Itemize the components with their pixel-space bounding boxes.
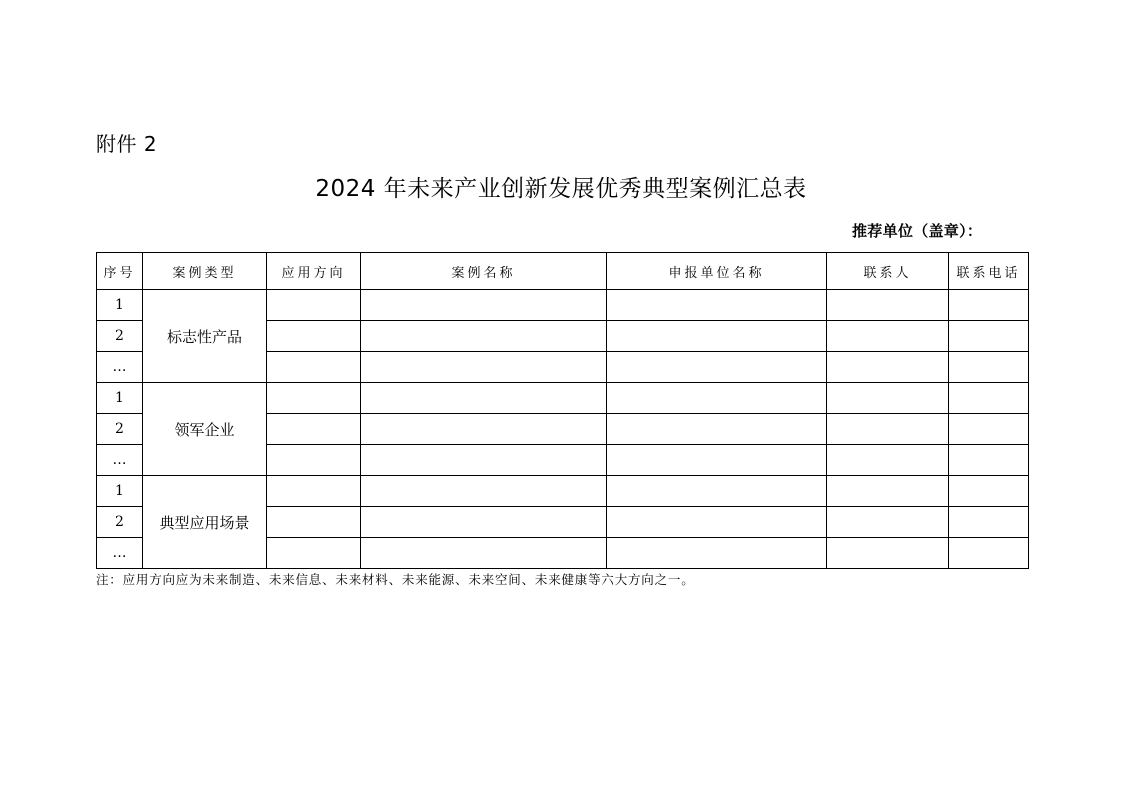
document-title: 2024 年未来产业创新发展优秀典型案例汇总表 [315,176,807,202]
seq-cell: 2 [97,507,143,538]
category-cell: 典型应用场景 [143,476,267,569]
empty-cell[interactable] [949,321,1029,352]
empty-cell[interactable] [949,476,1029,507]
empty-cell[interactable] [361,538,607,569]
seq-cell: 2 [97,414,143,445]
case-summary-table [96,252,1029,569]
empty-cell[interactable] [827,321,949,352]
empty-cell[interactable] [267,445,361,476]
empty-cell[interactable] [267,507,361,538]
seq-cell: 2 [97,321,143,352]
empty-cell[interactable] [267,538,361,569]
empty-cell[interactable] [361,507,607,538]
header-contact-phone: 联系电话 [949,253,1029,290]
empty-cell[interactable] [267,383,361,414]
empty-cell[interactable] [607,383,827,414]
header-applicant-unit: 申报单位名称 [607,253,827,290]
empty-cell[interactable] [827,538,949,569]
table-row [97,476,1029,507]
empty-cell[interactable] [949,507,1029,538]
empty-cell[interactable] [607,538,827,569]
recommender-label: 推荐单位（盖章）： [852,222,983,240]
empty-cell[interactable] [949,290,1029,321]
empty-cell[interactable] [949,352,1029,383]
empty-cell[interactable] [361,414,607,445]
empty-cell[interactable] [949,414,1029,445]
empty-cell[interactable] [267,290,361,321]
empty-cell[interactable] [267,321,361,352]
header-case-type: 案例类型 [143,253,267,290]
header-seq: 序号 [97,253,143,290]
empty-cell[interactable] [607,507,827,538]
empty-cell[interactable] [267,414,361,445]
empty-cell[interactable] [827,476,949,507]
empty-cell[interactable] [827,445,949,476]
empty-cell[interactable] [607,414,827,445]
empty-cell[interactable] [827,507,949,538]
empty-cell[interactable] [267,476,361,507]
header-case-name: 案例名称 [361,253,607,290]
seq-cell: … [97,538,143,569]
empty-cell[interactable] [267,352,361,383]
table-header-row [97,253,1029,290]
table-footnote: 注：应用方向应为未来制造、未来信息、未来材料、未来能源、未来空间、未来健康等六大方向之一。 [96,572,695,587]
empty-cell[interactable] [607,476,827,507]
seq-cell: … [97,445,143,476]
category-cell: 领军企业 [143,383,267,476]
empty-cell[interactable] [949,383,1029,414]
seq-cell: 1 [97,383,143,414]
empty-cell[interactable] [827,383,949,414]
empty-cell[interactable] [607,352,827,383]
empty-cell[interactable] [949,445,1029,476]
empty-cell[interactable] [827,290,949,321]
empty-cell[interactable] [361,476,607,507]
empty-cell[interactable] [607,321,827,352]
seq-cell: 1 [97,290,143,321]
empty-cell[interactable] [361,383,607,414]
header-contact-person: 联系人 [827,253,949,290]
seq-cell: 1 [97,476,143,507]
category-cell: 标志性产品 [143,290,267,383]
empty-cell[interactable] [607,290,827,321]
empty-cell[interactable] [827,352,949,383]
header-application-direction: 应用方向 [267,253,361,290]
empty-cell[interactable] [949,538,1029,569]
empty-cell[interactable] [361,352,607,383]
table-row [97,290,1029,321]
empty-cell[interactable] [361,290,607,321]
empty-cell[interactable] [607,445,827,476]
seq-cell: … [97,352,143,383]
empty-cell[interactable] [827,414,949,445]
attachment-label: 附件 2 [96,132,158,156]
empty-cell[interactable] [361,321,607,352]
table-row [97,383,1029,414]
empty-cell[interactable] [361,445,607,476]
